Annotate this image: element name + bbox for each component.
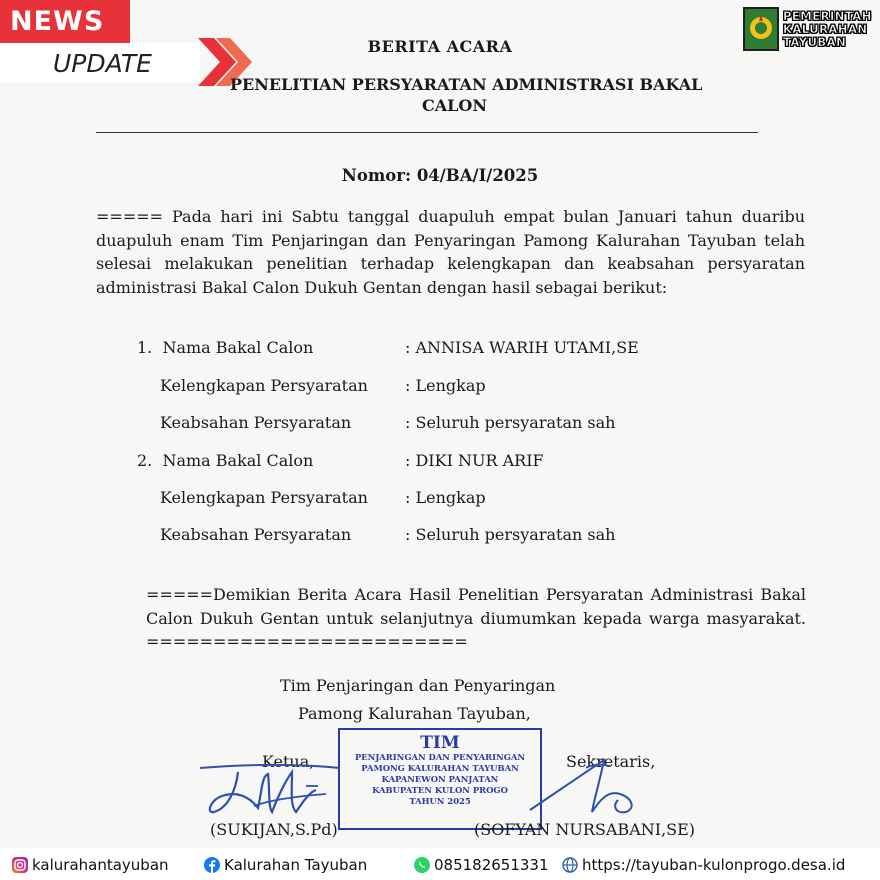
sekretaris-label: Sekretaris, bbox=[566, 752, 656, 771]
official-stamp: TIM PENJARINGAN DAN PENYARINGAN PAMONG KALURAHAN TAYUBAN KAPANEWON PANJATAN KABUPATEN KULON PROGO TAHUN 2025 bbox=[338, 728, 542, 830]
update-badge: UPDATE bbox=[0, 43, 200, 83]
candidate-2-number-label: 2. Nama Bakal Calon bbox=[137, 451, 314, 470]
candidate-2-kel-label: Kelengkapan Persyaratan bbox=[160, 488, 368, 507]
sekretaris-name: (SOFYAN NURSABANI,SE) bbox=[474, 820, 696, 839]
news-badge: NEWS bbox=[0, 0, 130, 43]
candidate-1-kel-label: Kelengkapan Persyaratan bbox=[160, 376, 368, 395]
document-title: BERITA ACARA bbox=[367, 37, 513, 56]
team-line-1: Tim Penjaringan dan Penyaringan bbox=[280, 676, 556, 695]
closing-paragraph: =====Demikian Berita Acara Hasil Penelitian Persyaratan Administrasi Bakal Calon Dukuh Gentan untuk selanjutnya diumumkan kepada warga masyarakat. ======================== bbox=[146, 585, 806, 651]
candidate-1-name: : ANNISA WARIH UTAMI,SE bbox=[405, 338, 639, 357]
candidate-1-number-label: 1. Nama Bakal Calon bbox=[137, 338, 314, 357]
footer-instagram[interactable]: kalurahantayuban bbox=[12, 856, 169, 874]
footer-bar bbox=[0, 848, 880, 880]
team-line-2: Pamong Kalurahan Tayuban, bbox=[298, 704, 531, 723]
ketua-label: Ketua, bbox=[262, 752, 315, 771]
candidate-1-keab-value: : Seluruh persyaratan sah bbox=[405, 413, 616, 432]
header-divider bbox=[96, 132, 758, 133]
globe-icon bbox=[562, 857, 578, 873]
candidate-1-kel-value: : Lengkap bbox=[405, 376, 486, 395]
opening-paragraph: ===== Pada hari ini Sabtu tanggal duapuluh empat bulan Januari tahun duaribu duapuluh enam Tim Penjaringan dan Penyaringan Pamong Kalurahan Tayuban telah selesai melakukan penelitian terhadap kelengkapan dan keabsahan persyaratan administrasi Bakal Calon Dukuh Gentan dengan hasil sebagai berikut: bbox=[96, 207, 805, 297]
document-subtitle: PENELITIAN PERSYARATAN ADMINISTRASI BAKAL CALON bbox=[230, 75, 703, 115]
logo-text: PEMERINTAH KALURAHAN TAYUBAN bbox=[783, 8, 872, 49]
facebook-icon bbox=[204, 857, 220, 873]
footer-whatsapp[interactable]: 085182651331 bbox=[414, 856, 549, 874]
candidate-2-keab-label: Keabsahan Persyaratan bbox=[160, 525, 352, 544]
document-number: Nomor: 04/BA/I/2025 bbox=[341, 166, 539, 185]
candidate-2-kel-value: : Lengkap bbox=[405, 488, 486, 507]
whatsapp-icon bbox=[414, 857, 430, 873]
ketua-name: (SUKIJAN,S.Pd) bbox=[210, 820, 338, 839]
candidate-2-keab-value: : Seluruh persyaratan sah bbox=[405, 525, 616, 544]
footer-website[interactable]: https://tayuban-kulonprogo.desa.id bbox=[562, 856, 845, 874]
instagram-icon bbox=[12, 857, 28, 873]
candidate-1-keab-label: Keabsahan Persyaratan bbox=[160, 413, 352, 432]
footer-facebook[interactable]: Kalurahan Tayuban bbox=[204, 856, 367, 874]
candidate-2-name: : DIKI NUR ARIF bbox=[405, 451, 544, 470]
